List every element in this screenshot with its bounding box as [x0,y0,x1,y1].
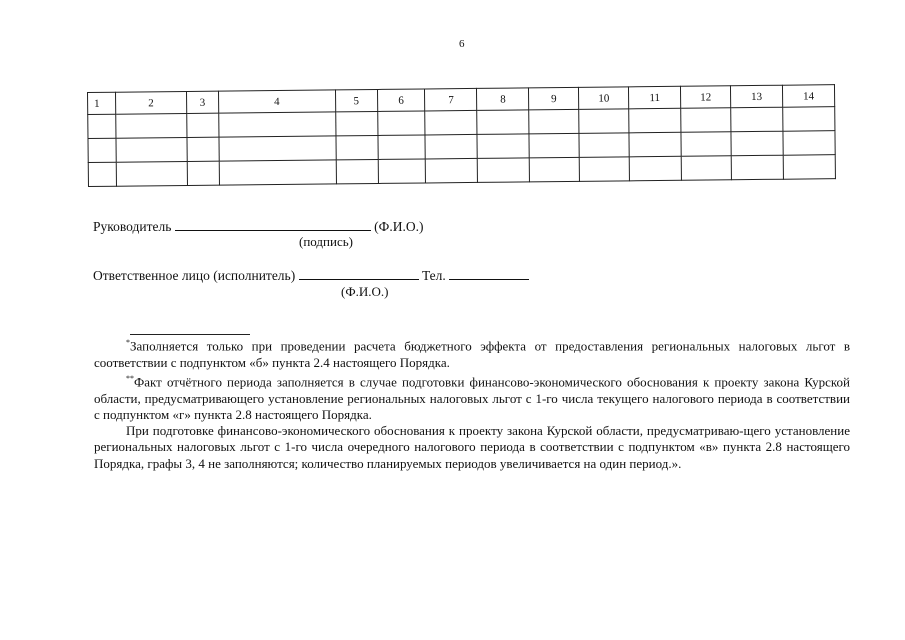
closing-paragraph: При подготовке финансово-экономического обоснования к проекту закона Курской области, предусматриваю-щего установление региональных налоговых льгот с 1-го числа очередного налогового периода в соответствии с подпунктом «в» пункта 2.8 настоящего Порядка, графы 3, 4 не заполняются; количество планируемых периодов увеличивается на один период.». [94,423,850,471]
responsible-caption: (Ф.И.О.) [341,284,389,299]
phone-blank [449,278,529,280]
responsible-line [93,268,529,284]
table-header-cell: 11 [629,86,681,109]
page-number: 6 [459,38,465,50]
table-header-cell: 7 [425,88,477,111]
footnotes [94,335,850,472]
table-header-cell: 10 [579,87,629,110]
table-header-cell: 4 [218,90,335,113]
table-header-cell: 2 [115,91,186,114]
table-header-cell: 1 [88,92,116,114]
footnote-1-text: Заполняется только при проведении расчета бюджетного эффекта от предоставления региональных налоговых льгот в соответствии с подпунктом «б» пункта 2.4 настоящего Порядка. [94,338,850,370]
table-header-cell: 9 [529,87,579,110]
table-header-cell: 13 [731,85,783,108]
head-signature-blank [175,229,371,231]
table-header-cell: 5 [335,89,377,111]
footnote-1 [94,335,850,371]
responsible-fio-blank [299,278,419,280]
table-header-cell: 8 [477,88,529,111]
phone-label: Тел. [421,268,446,283]
head-signature-line [93,219,423,235]
table-header-cell: 3 [186,91,218,113]
head-signature-caption: (подпись) [299,234,353,249]
head-label: Руководитель [93,219,172,234]
footnote-2-mark: ** [126,373,134,383]
data-table [87,84,836,187]
footnote-1-mark: * [126,338,130,347]
footnote-2 [94,371,850,423]
footnote-2-text: Факт отчётного периода заполняется в случае подготовки финансово-экономического обоснования к проекту закона Курской области, предусматривающего установление региональных налоговых льгот с 1-го числа текущего налогового периода в соответствии с подпунктом «г» пункта 2.8 настоящего Порядка. [94,374,850,422]
table-header-cell: 6 [377,89,425,112]
table-header-cell: 12 [681,86,731,109]
responsible-label: Ответственное лицо (исполнитель) [93,268,296,283]
head-fio-label: (Ф.И.О.) [374,219,424,234]
table-header-cell: 14 [782,85,834,108]
